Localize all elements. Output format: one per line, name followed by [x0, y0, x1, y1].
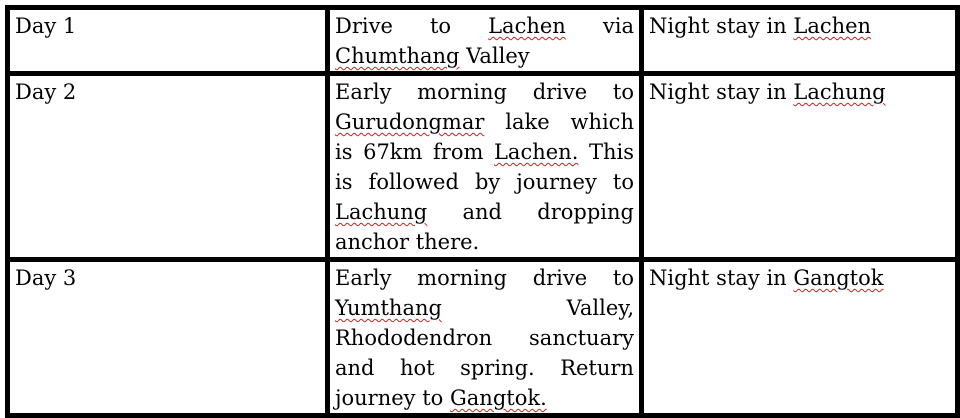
table-row-day-3 [8, 260, 958, 416]
plan-line [335, 137, 634, 167]
plan-word: Valley, [566, 296, 634, 320]
plan-word: and [462, 200, 503, 224]
plan-line [335, 41, 634, 71]
plan-word: and [335, 356, 375, 380]
plan-word: via [602, 14, 634, 38]
stay-place: Lachung [793, 80, 886, 104]
plan-word: to [422, 386, 444, 410]
plan-word: lake [505, 110, 550, 134]
plan-word: morning [417, 80, 507, 104]
plan-word: drive [532, 80, 588, 104]
plan-word: spring. [460, 356, 535, 380]
plan-word: morning [417, 266, 507, 290]
stay-prefix: Night stay in [649, 14, 794, 38]
itinerary-table-body [8, 8, 958, 416]
plan-word: there. [415, 230, 480, 254]
plan-word: dropping [537, 200, 634, 224]
stay-prefix: Night stay in [649, 266, 794, 290]
plan-line [335, 293, 634, 323]
plan-word: Rhododendron [335, 326, 493, 350]
table-row-day-1 [8, 8, 958, 74]
plan-line [335, 323, 634, 353]
plan-word: drive [532, 266, 588, 290]
stay-place: Gangtok [793, 266, 884, 290]
stay-cell[interactable] [642, 8, 958, 74]
plan-line [335, 11, 634, 41]
plan-line [335, 383, 634, 413]
plan-cell[interactable] [328, 8, 642, 74]
plan-word: 67km [363, 140, 423, 164]
plan-word: Gurudongmar [335, 110, 485, 134]
plan-word: Chumthang [335, 44, 460, 68]
plan-line [335, 353, 634, 383]
plan-word: to [612, 170, 634, 194]
table-row-day-2 [8, 74, 958, 260]
plan-word: which [570, 110, 634, 134]
day-cell[interactable] [8, 8, 328, 74]
plan-word: is [335, 170, 353, 194]
plan-cell[interactable] [328, 260, 642, 416]
plan-line [335, 227, 634, 257]
plan-word: from [433, 140, 484, 164]
plan-line [335, 107, 634, 137]
plan-word: This [588, 140, 634, 164]
plan-word: Lachung [335, 200, 428, 224]
plan-word: Early [335, 80, 392, 104]
plan-word: journey [516, 170, 597, 194]
plan-line [335, 167, 634, 197]
plan-word: Gangtok. [450, 386, 547, 410]
stay-place: Lachen [793, 14, 872, 38]
plan-word: Return [560, 356, 634, 380]
day-cell[interactable] [8, 260, 328, 416]
plan-word: followed [368, 170, 459, 194]
plan-word: to [612, 80, 634, 104]
day-label: Day 2 [15, 80, 77, 104]
day-label: Day 1 [15, 14, 77, 38]
stay-cell[interactable] [642, 260, 958, 416]
plan-word: hot [399, 356, 435, 380]
stay-cell[interactable] [642, 74, 958, 260]
plan-word: Early [335, 266, 392, 290]
plan-line [335, 197, 634, 227]
plan-word: to [429, 14, 452, 38]
plan-word: Lachen. [493, 140, 579, 164]
plan-word: Drive [335, 14, 393, 38]
plan-word: sanctuary [529, 326, 634, 350]
plan-line [335, 263, 634, 293]
plan-line [335, 77, 634, 107]
plan-word: Lachen [488, 14, 566, 38]
plan-word: is [335, 140, 353, 164]
plan-word: anchor [335, 230, 410, 254]
plan-cell[interactable] [328, 74, 642, 260]
day-label: Day 3 [15, 266, 77, 290]
stay-prefix: Night stay in [649, 80, 794, 104]
itinerary-table [5, 5, 960, 418]
plan-word: by [474, 170, 501, 194]
plan-word: Valley [466, 44, 530, 68]
plan-word: Yumthang [335, 296, 442, 320]
day-cell[interactable] [8, 74, 328, 260]
plan-word: journey [335, 386, 416, 410]
plan-word: to [612, 266, 634, 290]
